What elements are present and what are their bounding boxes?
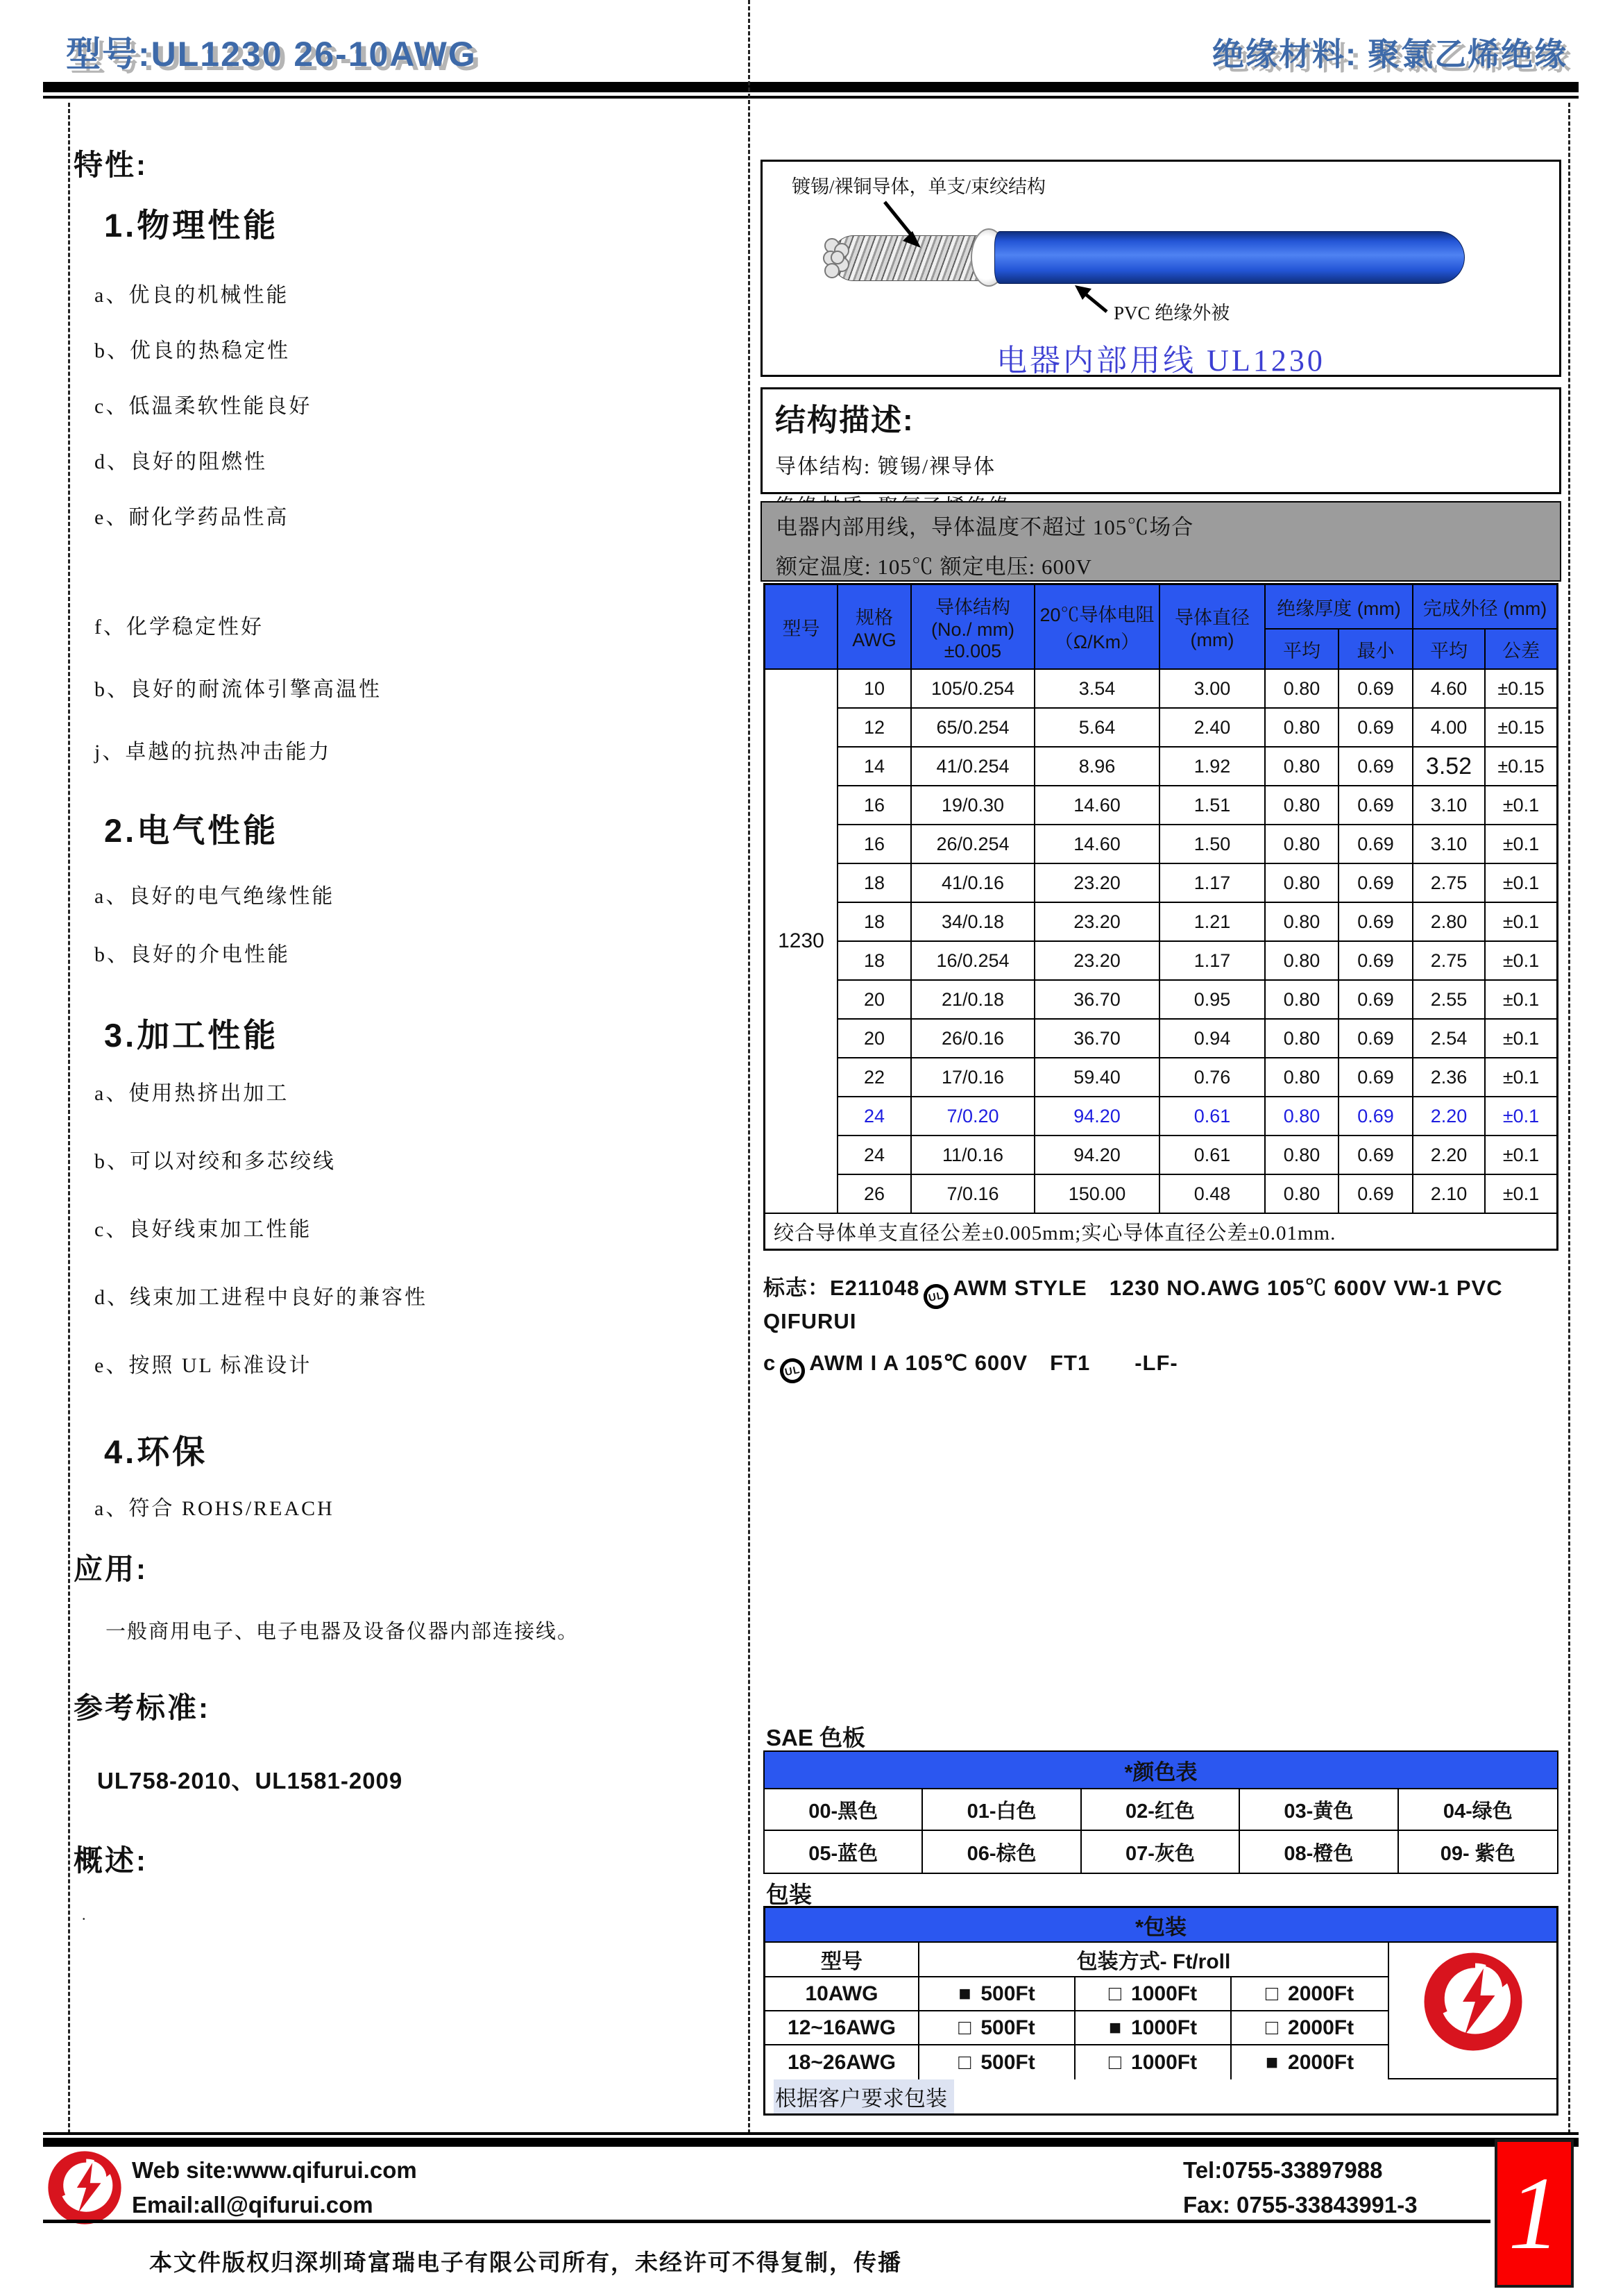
marking-block — [763, 1270, 1565, 1394]
spec-table — [763, 583, 1558, 1251]
footer-rule — [43, 2132, 1579, 2147]
header-tolerance: 公差 — [1502, 640, 1540, 661]
cell-od-avg: 2.75 — [1413, 942, 1486, 979]
packaging-row — [765, 2011, 1388, 2045]
cell-ins-avg: 0.80 — [1266, 1058, 1339, 1096]
cell-od-avg: 3.52 — [1413, 748, 1486, 785]
cell-awg: 24 — [838, 1097, 912, 1135]
cell-diameter: 1.17 — [1160, 942, 1266, 979]
cell-ins-avg: 0.80 — [1266, 1020, 1339, 1057]
cell-diameter: 1.17 — [1160, 864, 1266, 902]
cell-awg: 26 — [838, 1175, 912, 1213]
cell-ins-avg: 0.80 — [1266, 1175, 1339, 1213]
cell-structure: 26/0.16 — [912, 1020, 1035, 1057]
header-resistance: 20℃导体电阻 （Ω/Km） — [1035, 585, 1160, 668]
color-cell: 05-蓝色 — [765, 1831, 923, 1873]
packaging-note-text: 根据客户要求包装 — [774, 2079, 954, 2113]
cell-od-avg: 3.10 — [1413, 825, 1486, 863]
cell-od-avg: 2.55 — [1413, 981, 1486, 1018]
cell-awg: 24 — [838, 1136, 912, 1174]
right-margin-divider — [1568, 103, 1570, 2134]
cell-structure: 11/0.16 — [912, 1136, 1035, 1174]
spec-rows — [838, 670, 1556, 1213]
application-heading: 应用: — [74, 1553, 148, 1585]
physical-heading: 1.物理性能 — [104, 207, 279, 244]
cell-structure: 105/0.254 — [912, 670, 1035, 707]
table-row — [838, 1136, 1556, 1175]
pack-opt-label: 2000Ft — [1288, 2050, 1354, 2074]
environment-heading: 4.环保 — [104, 1433, 208, 1470]
footer-logo-icon — [46, 2149, 124, 2227]
cell-awg: 20 — [838, 1020, 912, 1057]
header-avg2: 平均 — [1413, 630, 1486, 668]
checkbox-icon: ■ — [1265, 2050, 1279, 2074]
cell-ins-min: 0.69 — [1339, 1136, 1413, 1174]
cell-diameter: 0.61 — [1160, 1097, 1266, 1135]
sae-table-title: *颜色表 — [765, 1752, 1557, 1789]
pack-opt-label: 2000Ft — [1288, 1982, 1354, 2005]
pack-model: 18~26AWG — [765, 2045, 919, 2079]
marking-code: E211048 — [830, 1276, 920, 1300]
cell-ins-min: 0.69 — [1339, 709, 1413, 746]
cell-awg: 18 — [838, 942, 912, 979]
cell-ins-avg: 0.80 — [1266, 981, 1339, 1018]
cell-resistance: 94.20 — [1035, 1136, 1160, 1174]
checkbox-icon: □ — [1265, 1982, 1279, 2005]
feature-item: a、使用热挤出加工 — [94, 1082, 289, 1105]
footer-contact-right — [1183, 2153, 1418, 2222]
wire-diagram — [760, 160, 1561, 377]
packaging-table — [763, 1906, 1558, 2116]
processing-heading: 3.加工性能 — [104, 1017, 279, 1054]
pack-opt-label: 1000Ft — [1131, 1982, 1198, 2005]
structure-conductor-line: 导体结构: 镀锡/裸导体 — [775, 455, 996, 478]
cell-od-avg: 2.10 — [1413, 1175, 1486, 1213]
cell-ins-avg: 0.80 — [1266, 1097, 1339, 1135]
cell-diameter: 3.00 — [1160, 670, 1266, 707]
checkbox-icon: □ — [1108, 2050, 1122, 2074]
cell-ins-avg: 0.80 — [1266, 1136, 1339, 1174]
checkbox-icon: □ — [958, 2050, 971, 2074]
spec-note: 绞合导体单支直径公差±0.005mm;实心导体直径公差±0.01mm. — [765, 1213, 1556, 1249]
table-row — [838, 1020, 1556, 1058]
feature-item: c、良好线束加工性能 — [94, 1218, 312, 1241]
feature-item: e、耐化学药品性高 — [94, 506, 289, 529]
color-cell: 08-橙色 — [1240, 1831, 1398, 1873]
cell-ins-min: 0.69 — [1339, 864, 1413, 902]
cell-diameter: 2.40 — [1160, 709, 1266, 746]
conductor-label: 镀锡/裸铜导体，单支/束绞结构 — [792, 176, 1046, 197]
packaging-header-method: 包装方式- Ft/roll — [1076, 1950, 1231, 1973]
cell-ins-avg: 0.80 — [1266, 670, 1339, 707]
cell-resistance: 14.60 — [1035, 825, 1160, 863]
cell-awg: 16 — [838, 786, 912, 824]
cell-diameter: 1.21 — [1160, 903, 1266, 940]
table-row — [838, 786, 1556, 825]
color-cell: 02-红色 — [1082, 1789, 1240, 1830]
reference-heading: 参考标准: — [74, 1691, 210, 1724]
cell-awg: 12 — [838, 709, 912, 746]
cell-od-avg: 2.20 — [1413, 1136, 1486, 1174]
cell-awg: 14 — [838, 748, 912, 785]
cell-resistance: 150.00 — [1035, 1175, 1160, 1213]
cell-diameter: 0.48 — [1160, 1175, 1266, 1213]
cell-ins-min: 0.69 — [1339, 981, 1413, 1018]
cell-od-tol: ±0.1 — [1502, 833, 1540, 854]
color-cell: 00-黑色 — [765, 1789, 923, 1830]
feature-item: a、符合 ROHS/REACH — [94, 1497, 334, 1520]
page-number-box — [1495, 2139, 1574, 2288]
marking-text-1: AWM STYLE 1230 NO.AWG 105℃ 600V VW-1 PVC QIFURUI — [763, 1276, 1503, 1333]
cell-ins-avg: 0.80 — [1266, 709, 1339, 746]
feature-item: j、卓越的抗热冲击能力 — [94, 741, 332, 763]
cell-ins-avg: 0.80 — [1266, 825, 1339, 863]
feature-item: d、线束加工进程中良好的兼容性 — [94, 1286, 427, 1309]
cell-structure: 41/0.16 — [912, 864, 1035, 902]
cell-structure: 41/0.254 — [912, 748, 1035, 785]
color-cell: 01-白色 — [923, 1789, 1081, 1830]
packaging-note — [765, 2079, 1556, 2113]
cell-structure: 21/0.18 — [912, 981, 1035, 1018]
cell-od-tol: ±0.1 — [1502, 794, 1540, 816]
cell-od-tol: ±0.1 — [1502, 988, 1540, 1010]
cell-awg: 10 — [838, 670, 912, 707]
cell-resistance: 36.70 — [1035, 1020, 1160, 1057]
structure-box — [760, 387, 1561, 494]
cell-structure: 7/0.20 — [912, 1097, 1035, 1135]
table-row — [838, 903, 1556, 942]
cell-od-avg: 2.75 — [1413, 864, 1486, 902]
checkbox-icon: ■ — [958, 1982, 971, 2005]
feature-item: b、优良的热稳定性 — [94, 339, 290, 362]
packaging-logo-cell — [1388, 1943, 1556, 2079]
feature-item: b、良好的耐流体引擎高温性 — [94, 678, 382, 701]
cell-ins-min: 0.69 — [1339, 1058, 1413, 1096]
color-cell: 07-灰色 — [1082, 1831, 1240, 1873]
header-model: 型号 — [765, 585, 838, 668]
cell-resistance: 14.60 — [1035, 786, 1160, 824]
cell-structure: 16/0.254 — [912, 942, 1035, 979]
cell-diameter: 1.50 — [1160, 825, 1266, 863]
diagram-caption: 电器内部用线 UL1230 — [996, 344, 1325, 378]
checkbox-icon: □ — [1108, 1982, 1122, 2005]
cell-ins-min: 0.69 — [1339, 1175, 1413, 1213]
electrical-heading: 2.电气性能 — [104, 812, 279, 849]
table-row — [838, 942, 1556, 981]
cell-diameter: 1.51 — [1160, 786, 1266, 824]
packaging-row — [765, 2045, 1388, 2079]
footer-tel: Tel:0755-33897988 — [1183, 2157, 1383, 2183]
table-row — [838, 748, 1556, 786]
cell-od-avg: 2.36 — [1413, 1058, 1486, 1096]
table-row — [838, 1175, 1556, 1213]
sae-row — [765, 1831, 1557, 1873]
cell-od-avg: 2.20 — [1413, 1097, 1486, 1135]
color-cell: 09- 紫色 — [1440, 1842, 1515, 1865]
pack-model: 10AWG — [765, 1977, 919, 2010]
cell-resistance: 5.64 — [1035, 709, 1160, 746]
ul-mark-icon: UL — [778, 1356, 808, 1386]
header-structure: 导体结构 (No./ mm) ±0.005 — [912, 585, 1035, 668]
header-awg: 规格 AWG — [838, 585, 912, 668]
feature-item: d、良好的阻燃性 — [94, 450, 267, 473]
sae-label: SAE 色板 — [766, 1725, 866, 1750]
column-divider — [748, 0, 750, 2134]
cell-od-tol: ±0.1 — [1502, 1144, 1540, 1165]
cell-structure: 26/0.254 — [912, 825, 1035, 863]
checkbox-icon: □ — [958, 2016, 971, 2039]
feature-item: f、化学稳定性好 — [94, 616, 264, 639]
overview-text: . — [82, 1906, 87, 1923]
marking-line-2 — [763, 1345, 1565, 1384]
cell-ins-min: 0.69 — [1339, 942, 1413, 979]
table-row — [838, 670, 1556, 709]
cell-diameter: 0.95 — [1160, 981, 1266, 1018]
cell-resistance: 3.54 — [1035, 670, 1160, 707]
pack-model: 12~16AWG — [765, 2011, 919, 2044]
cell-diameter: 0.76 — [1160, 1058, 1266, 1096]
spec-table-header — [765, 585, 1556, 670]
cell-structure: 7/0.16 — [912, 1175, 1035, 1213]
cell-ins-avg: 0.80 — [1266, 786, 1339, 824]
cell-ins-avg: 0.80 — [1266, 903, 1339, 940]
cell-resistance: 8.96 — [1035, 748, 1160, 785]
company-logo-icon — [1421, 1950, 1525, 2054]
pack-opt-label: 2000Ft — [1288, 2016, 1354, 2039]
cell-awg: 18 — [838, 903, 912, 940]
cell-resistance: 23.20 — [1035, 864, 1160, 902]
usage-line-1: 电器内部用线，导体温度不超过 105℃场合 — [776, 515, 1194, 539]
table-row — [838, 981, 1556, 1020]
cell-diameter: 0.61 — [1160, 1136, 1266, 1174]
sae-row — [765, 1789, 1557, 1831]
cell-od-tol: ±0.1 — [1502, 872, 1540, 893]
pack-opt-label: 1000Ft — [1131, 2016, 1198, 2039]
marking-line-1 — [763, 1270, 1565, 1334]
cell-resistance: 94.20 — [1035, 1097, 1160, 1135]
cell-resistance: 23.20 — [1035, 903, 1160, 940]
cell-od-avg: 4.60 — [1413, 670, 1486, 707]
cell-od-avg: 2.80 — [1413, 903, 1486, 940]
cell-structure: 19/0.30 — [912, 786, 1035, 824]
cell-od-tol: ±0.1 — [1502, 1027, 1540, 1049]
feature-item: a、良好的电气绝缘性能 — [94, 885, 335, 908]
cell-ins-avg: 0.80 — [1266, 942, 1339, 979]
usage-line-2: 额定温度: 105℃ 额定电压: 600V — [776, 555, 1092, 579]
feature-item: b、可以对绞和多芯绞线 — [94, 1150, 336, 1173]
footer-fax: Fax: 0755-33843991-3 — [1183, 2192, 1418, 2218]
header-finish-od: 完成外径 (mm) — [1413, 585, 1556, 630]
spec-table-body — [765, 670, 1556, 1213]
table-row — [838, 1097, 1556, 1136]
packaging-rows — [765, 1943, 1388, 2079]
cell-ins-min: 0.69 — [1339, 1097, 1413, 1135]
table-row — [838, 1058, 1556, 1097]
packaging-label: 包装 — [766, 1882, 812, 1907]
cell-od-avg: 3.10 — [1413, 786, 1486, 824]
pack-opt-label: 1000Ft — [1131, 2050, 1198, 2074]
cell-diameter: 0.94 — [1160, 1020, 1266, 1057]
table-row — [838, 825, 1556, 864]
footer-email: Email:all@qifurui.com — [132, 2192, 373, 2218]
footer-website: Web site:www.qifurui.com — [132, 2157, 417, 2183]
cell-structure: 17/0.16 — [912, 1058, 1035, 1096]
cell-ins-avg: 0.80 — [1266, 748, 1339, 785]
cell-od-tol: ±0.1 — [1502, 1105, 1540, 1126]
color-cell: 03-黄色 — [1240, 1789, 1398, 1830]
page-title: 型号:UL1230 26-10AWG — [66, 35, 477, 74]
color-cell: 04-绿色 — [1443, 1800, 1513, 1823]
cell-resistance: 59.40 — [1035, 1058, 1160, 1096]
header-rule — [43, 82, 1579, 99]
table-row — [838, 864, 1556, 903]
reference-text: UL758-2010、UL1581-2009 — [97, 1768, 403, 1793]
marking-prefix: c — [763, 1350, 776, 1375]
features-title: 特性: — [74, 149, 148, 181]
cell-ins-min: 0.69 — [1339, 1020, 1413, 1057]
cell-awg: 18 — [838, 864, 912, 902]
packaging-header-row — [765, 1943, 1388, 1977]
cell-resistance: 36.70 — [1035, 981, 1160, 1018]
packaging-table-title: *包装 — [765, 1908, 1556, 1943]
header-diameter: 导体直径 (mm) — [1160, 585, 1266, 668]
jacket-label: PVC 绝缘外被 — [1114, 303, 1230, 323]
structure-heading: 结构描述: — [775, 403, 915, 437]
cell-awg: 16 — [838, 825, 912, 863]
cell-od-avg: 2.54 — [1413, 1020, 1486, 1057]
cell-od-tol: ±0.1 — [1502, 1066, 1540, 1088]
packaging-header-model: 型号 — [765, 1943, 919, 1976]
cell-structure: 65/0.254 — [912, 709, 1035, 746]
overview-heading: 概述: — [74, 1844, 148, 1877]
application-text: 一般商用电子、电子电器及设备仪器内部连接线。 — [105, 1621, 579, 1643]
cell-resistance: 23.20 — [1035, 942, 1160, 979]
color-cell: 06-棕色 — [923, 1831, 1081, 1873]
checkbox-icon: □ — [1265, 2016, 1279, 2039]
usage-box — [760, 501, 1561, 582]
cell-ins-avg: 0.80 — [1266, 864, 1339, 902]
header-insulation: 绝缘厚度 (mm) — [1266, 585, 1412, 630]
feature-item: e、按照 UL 标准设计 — [94, 1354, 312, 1377]
pack-opt-label: 500Ft — [980, 1982, 1035, 2005]
cell-structure: 34/0.18 — [912, 903, 1035, 940]
sae-color-table — [763, 1750, 1558, 1874]
cell-awg: 22 — [838, 1058, 912, 1096]
cell-od-tol: ±0.1 — [1502, 1183, 1540, 1204]
cell-ins-min: 0.69 — [1339, 670, 1413, 707]
feature-item: b、良好的介电性能 — [94, 943, 290, 966]
cell-ins-min: 0.69 — [1339, 786, 1413, 824]
cell-od-tol: ±0.15 — [1497, 755, 1545, 777]
cell-awg: 20 — [838, 981, 912, 1018]
cell-od-tol: ±0.15 — [1497, 677, 1545, 699]
page-number: 1 — [1508, 2156, 1561, 2271]
cell-ins-min: 0.69 — [1339, 903, 1413, 940]
footer-divider — [43, 2220, 1490, 2223]
checkbox-icon: ■ — [1108, 2016, 1122, 2039]
ul-mark-icon: UL — [921, 1281, 951, 1311]
feature-item: c、低温柔软性能良好 — [94, 395, 312, 418]
cell-od-tol: ±0.1 — [1502, 949, 1540, 971]
pack-opt-label: 500Ft — [980, 2050, 1035, 2074]
footer-copyright: 本文件版权归深圳琦富瑞电子有限公司所有，未经许可不得复制，传播 — [149, 2249, 902, 2275]
header-min: 最小 — [1357, 640, 1395, 661]
cell-diameter: 1.92 — [1160, 748, 1266, 785]
pack-opt-label: 500Ft — [980, 2016, 1035, 2039]
header-finish-group — [1413, 585, 1556, 668]
header-insulation-group — [1266, 585, 1413, 668]
table-row — [838, 709, 1556, 748]
insulation-title: 绝缘材料: 聚氯乙烯绝缘 — [1212, 36, 1567, 72]
spec-model-cell: 1230 — [765, 670, 838, 1213]
marking-label: 标志： — [763, 1276, 830, 1300]
cell-ins-min: 0.69 — [1339, 748, 1413, 785]
packaging-row — [765, 1977, 1388, 2011]
left-margin-divider — [68, 103, 70, 2134]
cell-od-tol: ±0.1 — [1502, 911, 1540, 932]
cell-ins-min: 0.69 — [1339, 825, 1413, 863]
header-avg: 平均 — [1266, 630, 1339, 668]
marking-text-2: AWM I A 105℃ 600V FT1 -LF- — [809, 1350, 1178, 1375]
feature-item: a、优良的机械性能 — [94, 284, 289, 307]
cell-od-avg: 4.00 — [1413, 709, 1486, 746]
cell-od-tol: ±0.15 — [1497, 716, 1545, 738]
footer-contact-left — [132, 2153, 417, 2222]
